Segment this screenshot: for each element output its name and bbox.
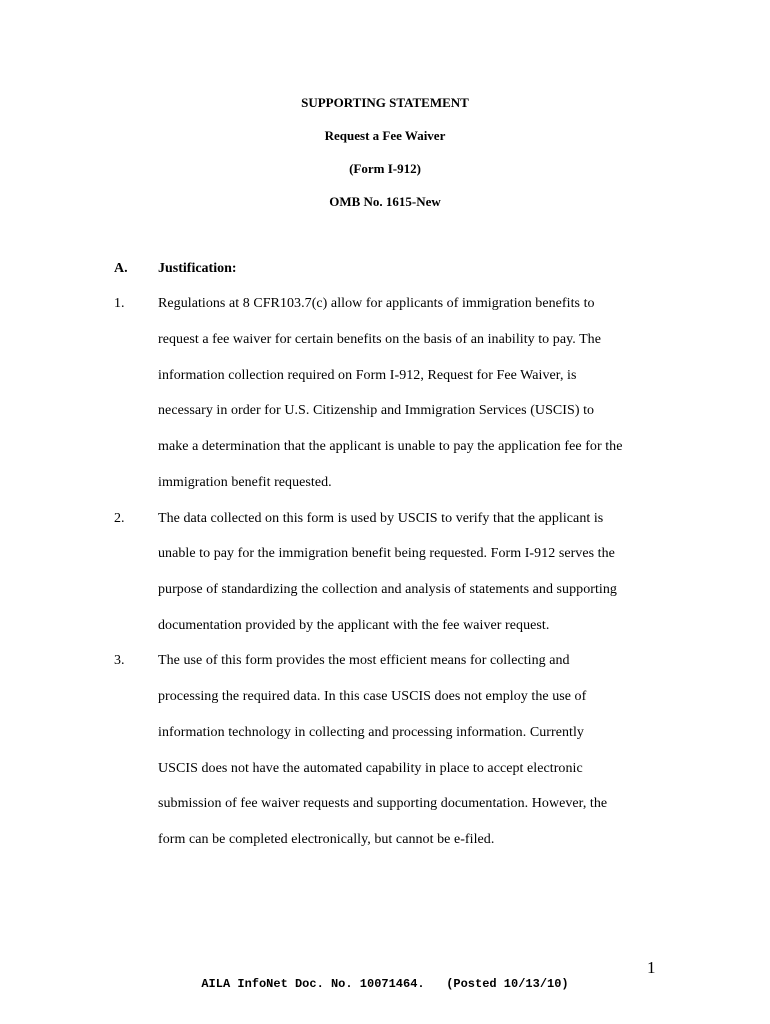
paragraph-line: The data collected on this form is used by USCIS to verify that the applicant is <box>158 511 604 526</box>
form-number: (Form I-912) <box>349 161 421 176</box>
paragraph-line: unable to pay for the immigration benefit being requested. Form I-912 serves the <box>158 546 615 561</box>
item-number: 3. <box>114 653 125 668</box>
paragraph-line: purpose of standardizing the collection and analysis of statements and supporting <box>158 582 617 597</box>
paragraph-line: The use of this form provides the most efficient means for collecting and <box>158 653 570 668</box>
paragraph-line: information technology in collecting and processing information. Currently <box>158 725 584 740</box>
paragraph-line: information collection required on Form I-912, Request for Fee Waiver, is <box>158 368 577 383</box>
paragraph-line: submission of fee waiver requests and supporting documentation. However, the <box>158 796 608 811</box>
item-number: 1. <box>114 296 125 311</box>
paragraph-line: necessary in order for U.S. Citizenship and Immigration Services (USCIS) to <box>158 403 595 418</box>
omb-number: OMB No. 1615-New <box>329 194 441 209</box>
paragraph-line: documentation provided by the applicant with the fee waiver request. <box>158 618 550 633</box>
section-label: A. <box>114 261 128 276</box>
section-title: Justification: <box>158 261 237 276</box>
paragraph-line: form can be completed electronically, but cannot be e-filed. <box>158 832 495 847</box>
paragraph-line: request a fee waiver for certain benefits on the basis of an inability to pay. The <box>158 332 601 347</box>
document-title: SUPPORTING STATEMENT <box>301 95 469 110</box>
paragraph-line: Regulations at 8 CFR103.7(c) allow for applicants of immigration benefits to <box>158 296 595 311</box>
item-number: 2. <box>114 511 125 526</box>
document-subtitle: Request a Fee Waiver <box>324 128 446 143</box>
page-number: 1 <box>647 958 656 977</box>
footer-note: AILA InfoNet Doc. No. 10071464. (Posted 10/13/10) <box>201 977 569 991</box>
paragraph-line: make a determination that the applicant is unable to pay the application fee for the <box>158 439 623 454</box>
paragraph-line: USCIS does not have the automated capability in place to accept electronic <box>158 761 583 776</box>
paragraph-line: processing the required data. In this case USCIS does not employ the use of <box>158 689 587 704</box>
paragraph-line: immigration benefit requested. <box>158 475 332 490</box>
